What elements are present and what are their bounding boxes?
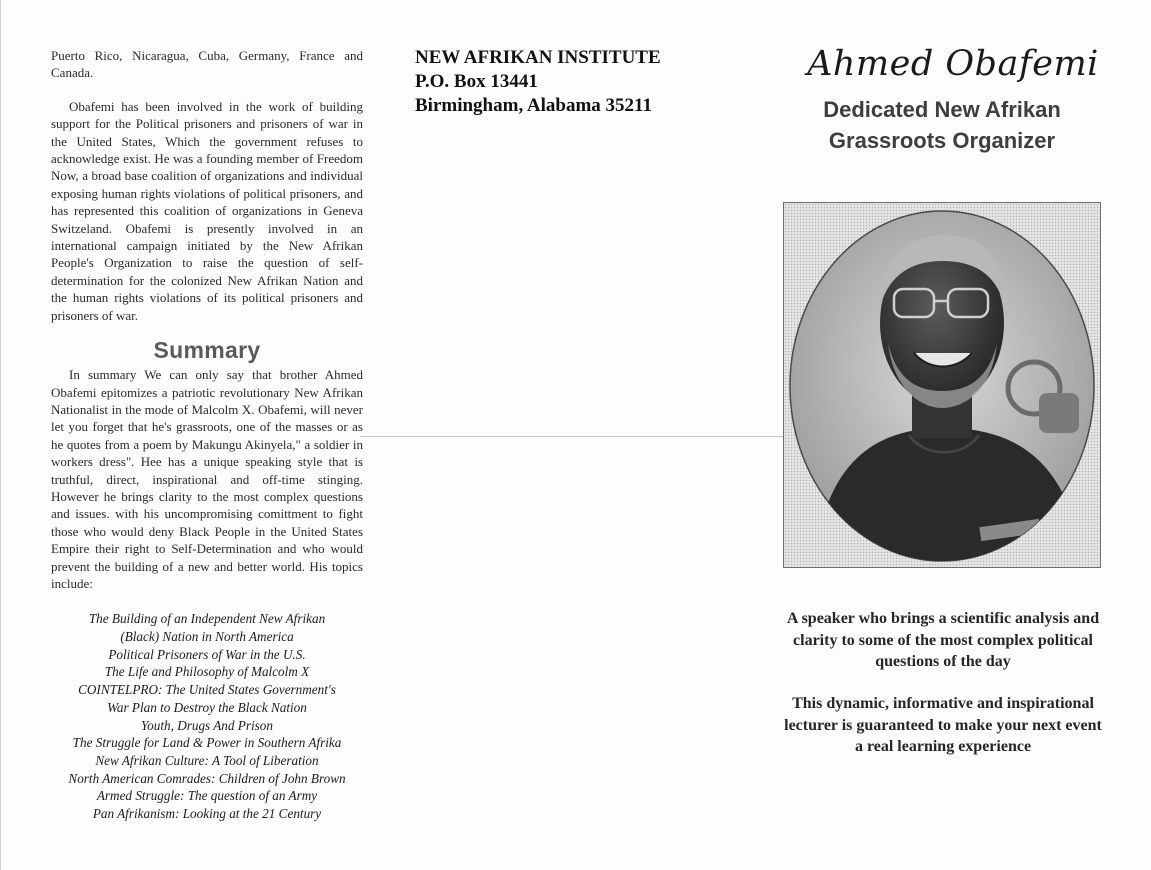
page-edge: [0, 0, 1, 870]
topic-item: The Building of an Independent New Afrikan: [88, 611, 326, 627]
subtitle-line1: Dedicated New Afrikan: [823, 97, 1061, 122]
name-signature: Ahmed Obafemi: [807, 44, 1099, 84]
portrait-photo: [783, 202, 1101, 568]
right-column: [782, 44, 1102, 755]
topic-item: The Life and Philosophy of Malcolm X: [104, 664, 310, 680]
portrait-illustration: [784, 203, 1100, 567]
left-column: [51, 47, 363, 823]
horn-body: [1039, 393, 1079, 433]
paragraph-gap: [51, 82, 363, 98]
subtitle-line2: Grassroots Organizer: [828, 128, 1056, 153]
intro-fragment: Puerto Rico, Nicaragua, Cuba, Germany, France and Canada.: [51, 48, 363, 81]
topic-item: New Afrikan Culture: A Tool of Liberation: [95, 753, 319, 768]
city-state-zip: Birmingham, Alabama 35211: [415, 95, 652, 116]
topic-item: North American Comrades: Children of John Brown: [68, 770, 346, 786]
topics-list: [51, 610, 363, 822]
po-box: P.O. Box 13441: [415, 71, 538, 92]
summary-paragraph: In summary We can only say that brother Ahmed Obafemi epitomizes a patriotic revolutionary New Afrikan Nationalist in the mode of Malcolm X. Obafemi, will never let you forget that he's grassroots, one of the masses or as he quotes from a poem by Makungu Akinyela," a soldier in workers dress". Hee has a unique speaking style that is truthful, direct, inspirational and off-time stinging. However he brings clarity to the most complex questions and issues. with his uncompromising comittment to fight those who would deny Black People in the United States Empire their right to Self-Determination and who would prevent the building of a new and better world. His topics include:: [51, 367, 363, 591]
bio-paragraph: Obafemi has been involved in the work of building support for the Political prisoners and prisoners of war in the United States, Which the government refuses to acknowledge exist. He was a founding member of Freedom Now, a broad base coalition of organizations and individual exposing human rights violations of political prisoners, and has represented this coalition of organizations in Geneva Switzeland. Obafemi is presently involved in an international campaign initiated by the New Afrikan People's Organization to raise the question of self-determination for the colonized New Afrikan Nation and the human rights violations of its political prisoners and prisoners of war.: [51, 98, 363, 323]
topic-item: Armed Struggle: The question of an Army: [96, 788, 318, 804]
topic-item: War Plan to Destroy the Black Nation: [107, 699, 307, 715]
topic-item: Youth, Drugs And Prison: [141, 717, 273, 733]
org-name: NEW AFRIKAN INSTITUTE: [415, 47, 661, 68]
summary-heading: Summary: [153, 337, 261, 364]
topic-item: The Struggle for Land & Power in Southern Afrika: [72, 735, 342, 751]
blurb-dynamic: This dynamic, informative and inspirational lecturer is guaranteed to make your next event a real learning experience: [784, 695, 1102, 755]
topic-item: (Black) Nation in North America: [120, 629, 294, 645]
topic-item: COINTELPRO: The United States Government's: [78, 682, 336, 698]
topic-item: Pan Afrikanism: Looking at the 21 Century: [92, 806, 322, 822]
address-block: [415, 46, 735, 118]
fold-line: [360, 436, 785, 437]
topic-item: Political Prisoners of War in the U.S.: [108, 646, 306, 662]
blurb-scientific: A speaker who brings a scientific analysis and clarity to some of the most complex political questions of the day: [786, 610, 1100, 670]
